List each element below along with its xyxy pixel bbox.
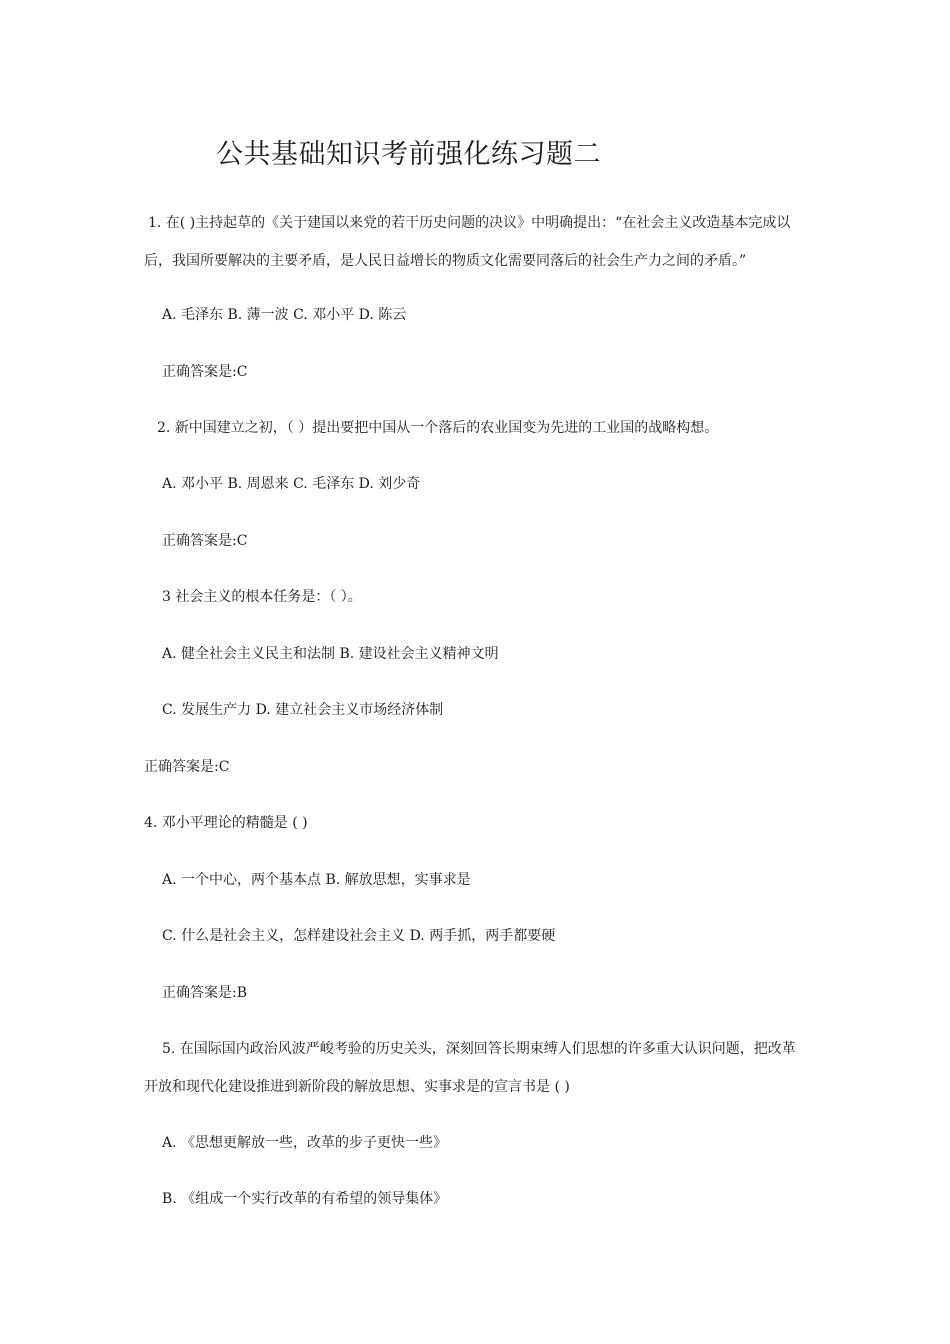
question-3-text: 3 社会主义的根本任务是：（ ）。 <box>162 589 362 605</box>
question-1-answer: 正确答案是:C <box>162 364 248 380</box>
question-4-options-1: A. 一个中心，两个基本点 B. 解放思想，实事求是 <box>162 872 471 888</box>
document-title: 公共基础知识考前强化练习题二 <box>216 139 601 170</box>
question-3-answer: 正确答案是:C <box>144 759 230 775</box>
question-2-answer: 正确答案是:C <box>162 533 248 549</box>
question-4-answer: 正确答案是:B <box>162 985 248 1001</box>
question-5-line-2: 开放和现代化建设推进到新阶段的解放思想、实事求是的宣言书是 ( ) <box>144 1079 570 1095</box>
question-1-line-1: 1. 在( )主持起草的《关于建国以来党的若干历史问题的决议》中明确提出：“在社会主义改造基本完成以 <box>148 215 791 231</box>
question-2-options: A. 邓小平 B. 周恩来 C. 毛泽东 D. 刘少奇 <box>162 476 421 492</box>
question-4-text: 4. 邓小平理论的精髓是 ( ) <box>144 815 308 831</box>
question-1-options: A. 毛泽东 B. 薄一波 C. 邓小平 D. 陈云 <box>162 307 407 323</box>
question-5-option-b: B. 《组成一个实行改革的有希望的领导集体》 <box>162 1191 448 1207</box>
question-4-options-2: C. 什么是社会主义，怎样建设社会主义 D. 两手抓，两手都要硬 <box>162 928 556 944</box>
question-1-line-2: 后，我国所要解决的主要矛盾，是人民日益增长的物质文化需要同落后的社会生产力之间的矛盾。” <box>144 253 747 269</box>
question-2-text: 2. 新中国建立之初，（ ）提出要把中国从一个落后的农业国变为先进的工业国的战略构想。 <box>157 420 719 436</box>
question-5-line-1: 5. 在国际国内政治风波严峻考验的历史关头，深刻回答长期束缚人们思想的许多重大认识问题，把改革 <box>162 1041 796 1057</box>
question-3-options-1: A. 健全社会主义民主和法制 B. 建设社会主义精神文明 <box>162 646 499 662</box>
question-3-options-2: C. 发展生产力 D. 建立社会主义市场经济体制 <box>162 702 444 718</box>
question-5-option-a: A. 《思想更解放一些，改革的步子更快一些》 <box>162 1135 448 1151</box>
